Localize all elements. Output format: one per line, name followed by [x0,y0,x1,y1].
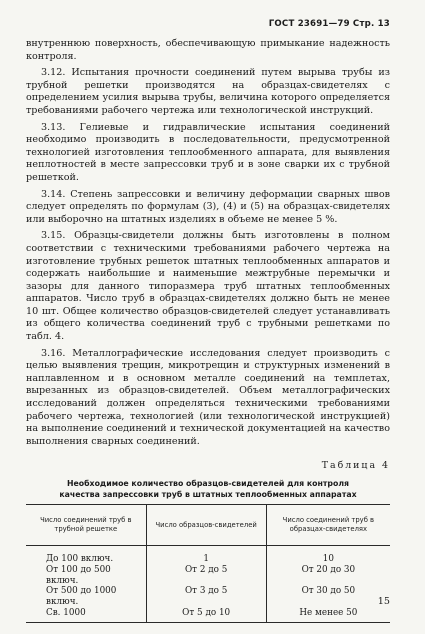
table-title-line-2: качества запрессовки труб в штатных теплообменных аппаратах [59,489,357,499]
table-cell: От 30 до 50 [266,586,390,608]
table-cell: От 100 до 500 включ. [46,564,111,586]
samples-table [26,504,390,623]
paragraph-3-16: 3.16. Металлографические исследования следует производить с целью выявления трещин, микротрещин и структурных изменений в наплавленном и в основном металле соединений на темплетах, вырезанных из образцов-свидетелей. Объем металлографических исследований должен определяться техническими требованиями рабочего чертежа, технологией (или технологической инструкцией) на выполнение соединений и технической документацией на качество выполнения сварных соединений. [26,347,390,447]
paragraph-3-15: 3.15. Образцы-свидетели должны быть изготовлены в полном соответствии с техническими требованиями рабочего чертежа на изготовление трубных решеток штатных теплообменных аппаратов и содержать наибольшие и наименьшие межтрубные перемычки и зазоры для данного типоразмера труб штатных теплообменных аппаратов. Число труб в образцах-свидетелях должно быть не менее 10 шт. Общее количество образцов-свидетелей следует устанавливать из общего количества соединений труб с трубными решетками по табл. 4. [26,230,390,343]
paragraph-3-12: 3.12. Испытания прочности соединений путем вырыва трубы из трубной решетки производятся на образцах-свидетелях с определением усилия вырыва трубы, величина которого определяется требованиями рабочего чертежа или технологической инструкций. [26,67,390,116]
table-cell: 1 [146,546,266,565]
table-cell: От 2 до 5 [146,565,266,587]
paragraph-3-14: 3.14. Степень запрессовки и величину деформации сварных швов следует определять по формулам (3), (4) и (5) на образцах-свидетелях или выборочно на штатных изделиях в объеме не менее 5 %. [26,188,390,225]
table-cell: От 5 до 10 [146,608,266,622]
table-header-row [26,505,390,546]
table-cell: От 3 до 5 [146,586,266,608]
table-row [26,565,390,587]
standard-header: ГОСТ 23691—79 Стр. 13 [268,19,390,29]
column-header-samples: Число образцов-свидетелей [146,505,266,546]
table-caption: Таблица 4 [321,460,390,471]
table-row [26,546,390,565]
table-cell: 10 [266,546,390,565]
table-title [26,479,390,500]
table-cell: От 500 до 1000 включ. [46,586,117,608]
table-cell: Св. 1000 [26,608,146,622]
table-cell: До 100 включ. [46,554,114,564]
table-cell: Не менее 50 [266,608,390,622]
table-cell: От 20 до 30 [266,565,390,587]
table-row [26,586,390,608]
table-row [26,608,390,622]
body-text [26,38,390,452]
column-header-sample-joints: Число соединений труб в образцах-свидетелях [266,505,390,546]
paragraph-3-13: 3.13. Гелиевые и гидравлические испытания соединений необходимо производить в последовательности, предусмотренной технологией изготовления теплообменного аппарата, для выявления неплотностей в месте запрессовки труб и в зоне сварки их с трубной решеткой. [26,121,390,183]
table-title-line-1: Необходимое количество образцов-свидетелей для контроля [66,479,350,488]
page-number: 15 [377,596,390,607]
column-header-joints: Число соединений труб в трубной решетке [26,505,146,546]
paragraph-continuation: внутреннюю поверхность, обеспечивающую примыкание надежность контроля. [26,38,390,62]
samples-table-grid [26,504,390,623]
